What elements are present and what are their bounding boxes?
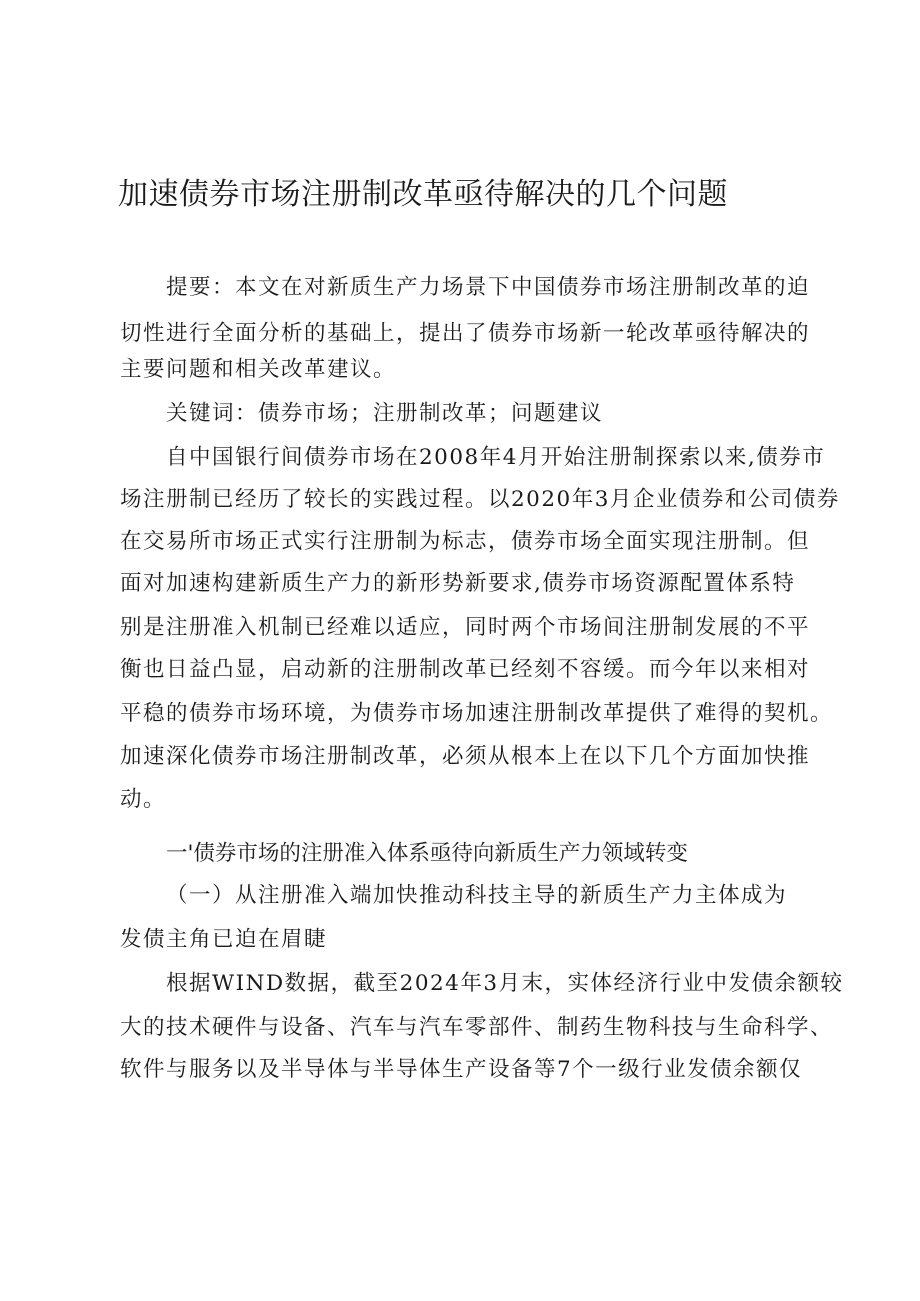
body-line: 根据WIND数据，截至2024年3月末，实体经济行业中发债余额较 [166, 971, 844, 996]
intro-line: 在交易所市场正式实行注册制为标志，债券市场全面实现注册制。但 [120, 529, 811, 554]
intro-line: 面对加速构建新质生产力的新形势新要求,债券市场资源配置体系特 [120, 571, 796, 596]
intro-line: 平稳的债券市场环境，为债券市场加速注册制改革提供了难得的契机。 [120, 701, 834, 726]
abstract-line: 主要问题和相关改革建议。 [120, 357, 397, 382]
body-line: 大的技术硬件与设备、汽车与汽车零部件、制药生物科技与生命科学、 [120, 1015, 834, 1040]
intro-line: 衡也日益凸显，启动新的注册制改革已经刻不容缓。而今年以来相对 [120, 657, 811, 682]
abstract-line: 提要：本文在对新质生产力场景下中国债券市场注册制改革的迫 [166, 275, 811, 300]
abstract-line: 切性进行全面分析的基础上，提出了债券市场新一轮改革亟待解决的 [120, 321, 811, 346]
section-heading: 一'债券市场的注册准入体系亟待向新质生产力领域转变 [166, 841, 688, 866]
subsection-heading-line: （一）从注册准入端加快推动科技主导的新质生产力主体成为 [166, 883, 788, 908]
keywords-line: 关键词：债券市场；注册制改革；问题建议 [166, 401, 604, 426]
document-title: 加速债券市场注册制改革亟待解决的几个问题 [118, 177, 728, 212]
intro-line: 加速深化债券市场注册制改革，必须从根本上在以下几个方面加快推 [120, 744, 811, 769]
intro-line: 自中国银行间债券市场在2008年4月开始注册制探索以来,债券市 [166, 445, 826, 470]
body-line: 软件与服务以及半导体与半导体生产设备等7个一级行业发债余额仅 [120, 1057, 803, 1082]
intro-line: 动。 [120, 787, 167, 812]
intro-line: 别是注册准入机制已经难以适应，同时两个市场间注册制发展的不平 [120, 615, 811, 640]
intro-line: 场注册制已经历了较长的实践过程。以2020年3月企业债券和公司债券 [120, 487, 840, 512]
subsection-heading-line: 发债主角已迫在眉睫 [120, 927, 328, 952]
